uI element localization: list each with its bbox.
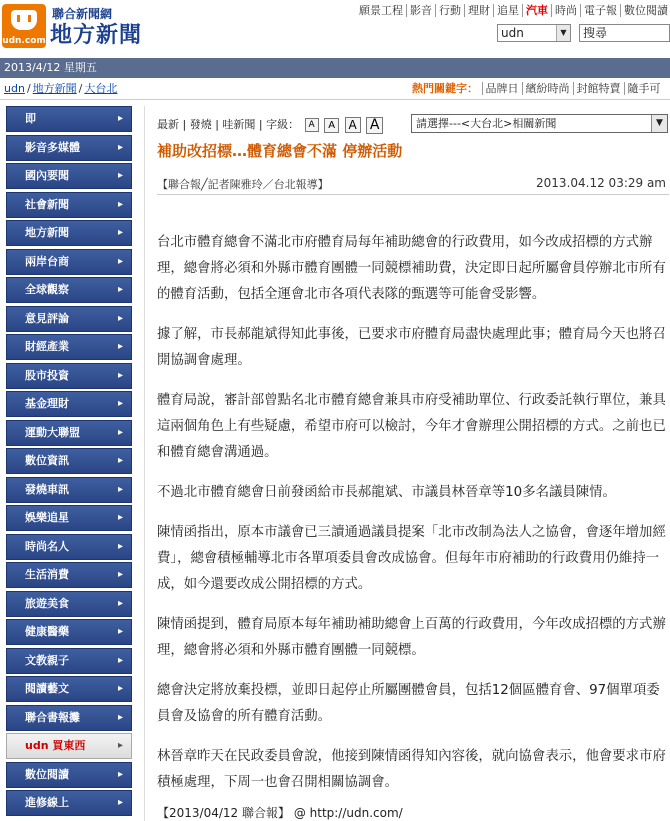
hot-keyword[interactable]: 品牌日 [482,82,522,95]
chevron-right-icon: ▸ [117,768,123,780]
sidebar-item-label: 股市投資 [25,368,69,382]
article-footer [157,804,403,821]
chevron-right-icon: ▸ [117,426,123,438]
related-news-select[interactable]: 請選擇---<大台北>相關新聞 ▼ [411,114,668,133]
article-paragraph: 陳情函提到，體育局原本每年補助補助總會上百萬的行政費用，今年改成招標的方式辦理，總會將必須和外縣市體育團體一同競標。 [157,617,666,658]
chevron-right-icon: ▸ [117,369,123,381]
chevron-right-icon: ▸ [117,455,123,466]
sidebar-item[interactable] [6,192,132,218]
hot-keywords-label: 熱門關鍵字： [412,82,478,95]
sidebar-item-label: 財經產業 [25,340,69,353]
sidebar-item[interactable] [6,420,132,446]
article-byline: 【聯合報╱記者陳雅玲／台北報導】 [157,178,329,191]
chevron-right-icon: ▸ [117,711,123,723]
chevron-right-icon: ▸ [117,398,123,409]
sidebar-item-label: 生活消費 [25,568,69,581]
sidebar-item[interactable] [6,106,132,132]
chevron-right-icon: ▸ [117,540,123,552]
topnav-item[interactable]: 影音 [406,4,435,17]
sidebar-item[interactable] [6,562,132,588]
sidebar-item-label: 文教親子 [25,653,69,667]
toolbar-link-latest[interactable]: 最新 [157,118,179,131]
article-url[interactable]: @ http://udn.com/ [293,806,403,820]
article-paragraph: 陳情函指出，原本市議會已三讀通過議員提案「北市改制為法人之協會，會逐年增加經費」，總會積極輔導北市各單項委員會改成協會。但每年市府補助的行政費用仍維持一成，如今還要改成公開招標的方式。 [157,525,666,592]
article-main [144,106,670,821]
category-sidebar [6,106,132,819]
sidebar-item-label: 兩岸台商 [25,254,69,268]
sidebar-item[interactable] [6,391,132,417]
sidebar-item[interactable] [6,249,132,275]
toolbar-link-hot[interactable]: 發燒 [189,118,212,131]
sidebar-item-label: 全球觀察 [25,283,69,296]
hot-keyword[interactable]: 繽紛時尚 [522,82,573,95]
chevron-right-icon: ▸ [117,626,123,637]
sidebar-item[interactable] [6,534,132,560]
chevron-right-icon: ▸ [117,312,123,324]
article-paragraph: 體育局說，審計部曾點名北市體育總會兼具市府受補助單位、行政委託執行單位，兼具這兩個角色上有些疑慮，希望市府可以檢討，今年才會辦理公開招標的方式。之前也已和體育總會溝通過。 [157,393,666,460]
sidebar-item-label: 基金理財 [25,397,69,410]
sidebar-item[interactable] [6,591,132,617]
sidebar-item[interactable] [6,448,132,474]
chevron-right-icon: ▸ [117,654,123,666]
article-source: 【2013/04/12 聯合報】 [157,806,290,820]
sidebar-item[interactable] [6,277,132,303]
sidebar-item-label: udn 買東西 [25,739,86,752]
chevron-right-icon: ▸ [117,740,123,751]
sidebar-item[interactable] [6,790,132,816]
sidebar-item[interactable] [6,363,132,389]
topnav-item[interactable]: 行動 [435,4,464,17]
topnav-item[interactable]: 願景工程 [359,4,403,17]
article-paragraph: 據了解，市長郝龍斌得知此事後，已要求市府體育局盡快處理此事；體育局今天也將召開協調會處理。 [157,327,666,368]
sidebar-item-label: 娛樂追星 [25,511,69,524]
udn-logo[interactable] [2,4,148,48]
breadcrumb-udn[interactable]: udn [4,82,25,95]
hot-keyword[interactable]: 封館特賣 [573,82,624,95]
sidebar-item-label: 旅遊美食 [25,596,69,610]
sidebar-item[interactable] [6,306,132,332]
sidebar-item-label: 國內要聞 [25,169,69,182]
sidebar-item-label: 閱讀藝文 [25,682,69,695]
sidebar-item[interactable] [6,676,132,702]
site-select[interactable]: udn ▼ [497,24,571,42]
breadcrumb: udn / 地方新聞 / 大台北 [4,82,118,95]
topnav-item[interactable]: 數位閱讀 [620,4,670,17]
chevron-right-icon: ▸ [117,141,123,153]
sidebar-item-label: 數位資訊 [25,454,69,467]
font-size-l-button[interactable]: A [366,117,383,134]
breadcrumb-row [0,78,670,100]
article-paragraph: 不過北市體育總會日前發函給市長郝龍斌、市議員林晉章等10多名議員陳情。 [157,485,616,500]
sidebar-item[interactable] [6,135,132,161]
font-size-s-button[interactable]: A [324,118,339,133]
sidebar-item[interactable] [6,220,132,246]
article-body [157,230,667,810]
article-paragraph: 林晉章昨天在民政委員會說，他接到陳情函得知內容後，就向協會表示，他會要求市府積極處理，下周一也會召開相關協調會。 [157,749,666,790]
sidebar-item-label: 聯合書報攤 [25,710,80,724]
divider [157,194,669,195]
sidebar-item[interactable] [6,733,132,759]
chevron-right-icon: ▸ [117,198,123,210]
toolbar-link-wow[interactable]: 哇新聞 [222,118,256,131]
sidebar-item[interactable] [6,762,132,788]
chevron-right-icon: ▸ [117,683,123,694]
font-size-m-button[interactable]: A [345,117,361,133]
sidebar-item[interactable] [6,619,132,645]
chevron-right-icon: ▸ [117,170,123,181]
chevron-right-icon: ▸ [117,483,123,495]
sidebar-item-label: 健康醫藥 [25,625,69,638]
chevron-down-icon: ▼ [556,25,570,41]
article-date: 2013.04.12 03:29 am [536,176,666,190]
topnav-item[interactable]: 汽車 [522,4,551,17]
sidebar-item[interactable] [6,477,132,503]
font-size-xs-button[interactable]: A [305,118,319,132]
breadcrumb-taipei[interactable]: 大台北 [84,82,118,95]
chevron-right-icon: ▸ [117,797,123,808]
font-size-label: 字級： [266,118,300,131]
current-date: 2013/4/12 星期五 [4,61,97,74]
sidebar-item-label: 運動大聯盟 [25,425,80,439]
topnav-item[interactable]: 電子報 [580,4,620,17]
chevron-right-icon: ▸ [117,227,123,238]
topnav-item[interactable]: 追星 [493,4,522,17]
article-paragraph: 台北市體育總會不滿北市府體育局每年補助總會的行政費用，如今改成招標的方式辦理，總會將必須和外縣市體育團體一同競標補助費，決定即日起所屬會員停辦北市所有的體育活動，包括全運會北市各項代表隊的甄選等可能會受影響。 [157,235,666,302]
sidebar-item-label: 影音多媒體 [25,140,80,154]
article-toolbar: 最新 | 發燒 | 哇新聞 | 字級： A A A A [157,116,383,134]
hot-keyword[interactable]: 隨手可 [624,82,664,95]
sidebar-item[interactable] [6,334,132,360]
sidebar-item[interactable] [6,163,132,189]
udn-plug-icon: udn.com [2,4,46,48]
sidebar-item-label: 意見評論 [25,311,69,325]
top-nav [356,2,670,16]
sidebar-item-label: 進修線上 [25,796,69,809]
chevron-right-icon: ▸ [117,569,123,580]
sidebar-item[interactable] [6,648,132,674]
chevron-right-icon: ▸ [117,284,123,295]
sidebar-item-label: 時尚名人 [25,539,69,553]
hot-keywords [412,78,664,100]
topnav-item[interactable]: 時尚 [551,4,580,17]
article-paragraph: 總會決定將放棄投標，並即日起停止所屬團體會員，包括12個區體育會、97個單項委員會及協會的所有體育活動。 [157,683,660,724]
sidebar-item-label: 數位閱讀 [25,767,69,781]
chevron-right-icon: ▸ [117,341,123,352]
sidebar-item[interactable] [6,505,132,531]
sidebar-item-label: 地方新聞 [25,226,69,239]
chevron-right-icon: ▸ [117,597,123,609]
chevron-right-icon: ▸ [117,512,123,523]
site-header [0,0,670,58]
breadcrumb-local-news[interactable]: 地方新聞 [32,82,77,95]
article-title: 補助改招標…體育總會不滿 停辦活動 [157,142,403,160]
date-bar [0,58,670,78]
search-input[interactable]: 搜尋 [579,24,670,42]
logo-subtitle: 聯合新聞網 [52,7,113,21]
chevron-right-icon: ▸ [117,113,123,124]
topnav-item[interactable]: 理財 [464,4,493,17]
sidebar-item[interactable] [6,705,132,731]
sidebar-item-label: 發燒車訊 [25,482,69,496]
logo-title: 地方新聞 [50,23,143,48]
sidebar-item-label: 即 [25,112,36,125]
chevron-down-icon: ▼ [651,115,667,132]
chevron-right-icon: ▸ [117,255,123,267]
sidebar-item-label: 社會新聞 [25,197,69,211]
